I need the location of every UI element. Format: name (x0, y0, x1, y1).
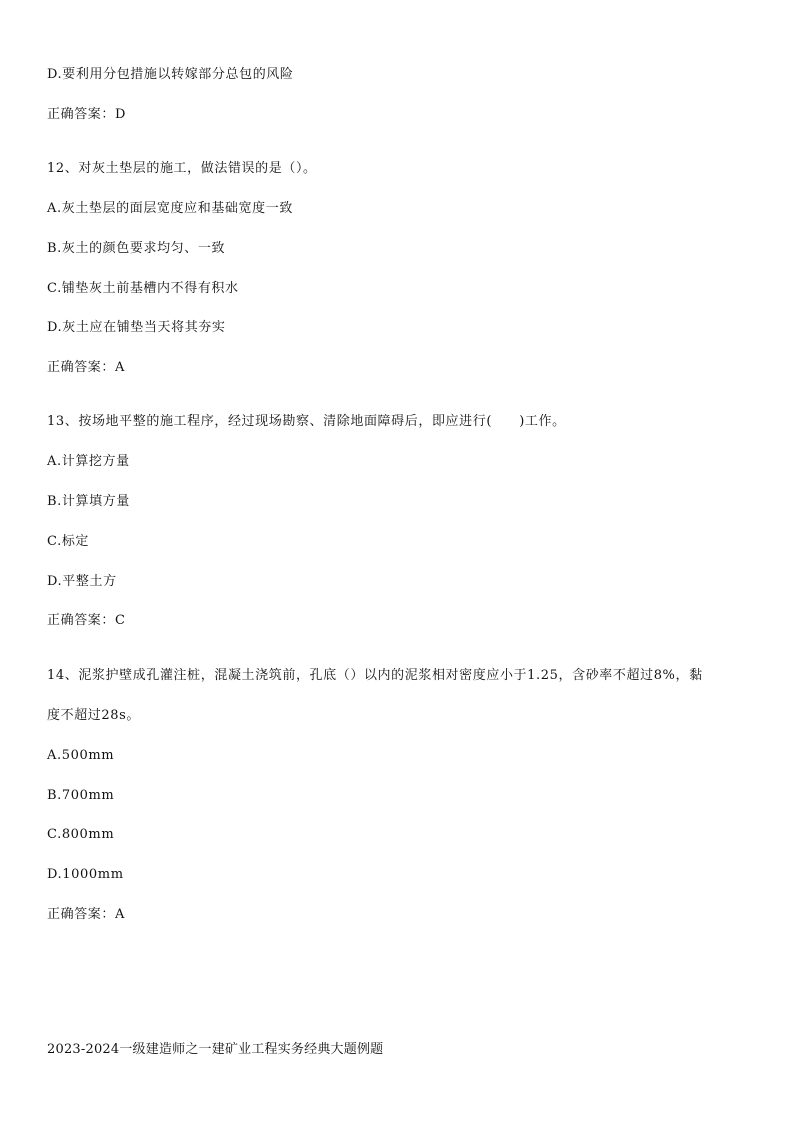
q13-option-a: A.计算挖方量 (47, 454, 130, 469)
q14-option-b: B.700mm (47, 788, 115, 803)
q14-option-d: D.1000mm (47, 867, 124, 882)
q14-option-c: C.800mm (47, 827, 115, 842)
q13-option-b: B.计算填方量 (47, 494, 130, 509)
q12-question: 12、对灰土垫层的施工，做法错误的是（）。 (47, 161, 317, 176)
q13-option-c: C.标定 (47, 534, 90, 549)
q12-option-c: C.铺垫灰土前基槽内不得有积水 (47, 281, 239, 296)
q12-option-b: B.灰土的颜色要求均匀、一致 (47, 241, 226, 256)
q14-question-line1: 14、泥浆护壁成孔灌注桩，混凝土浇筑前，孔底（）以内的泥浆相对密度应小于1.25，含砂率不超过8%，黏 (47, 668, 703, 683)
q13-question: 13、按场地平整的施工程序，经过现场勘察、清除地面障碍后，即应进行( )工作。 (47, 414, 566, 429)
q13-option-d: D.平整土方 (47, 574, 117, 589)
q13-answer: 正确答案：C (47, 613, 126, 628)
page-footer: 2023-2024一级建造师之一建矿业工程实务经典大题例题 (47, 1042, 384, 1057)
q14-option-a: A.500mm (47, 748, 115, 763)
q11-answer: 正确答案：D (47, 107, 127, 122)
q11-option-d: D.要利用分包措施以转嫁部分总包的风险 (47, 67, 294, 82)
q14-answer: 正确答案：A (47, 907, 125, 922)
q12-option-a: A.灰土垫层的面层宽度应和基础宽度一致 (47, 201, 293, 216)
q12-option-d: D.灰土应在铺垫当天将其夯实 (47, 320, 226, 335)
q12-answer: 正确答案：A (47, 360, 125, 375)
q14-question-line2: 度不超过28s。 (47, 708, 141, 723)
